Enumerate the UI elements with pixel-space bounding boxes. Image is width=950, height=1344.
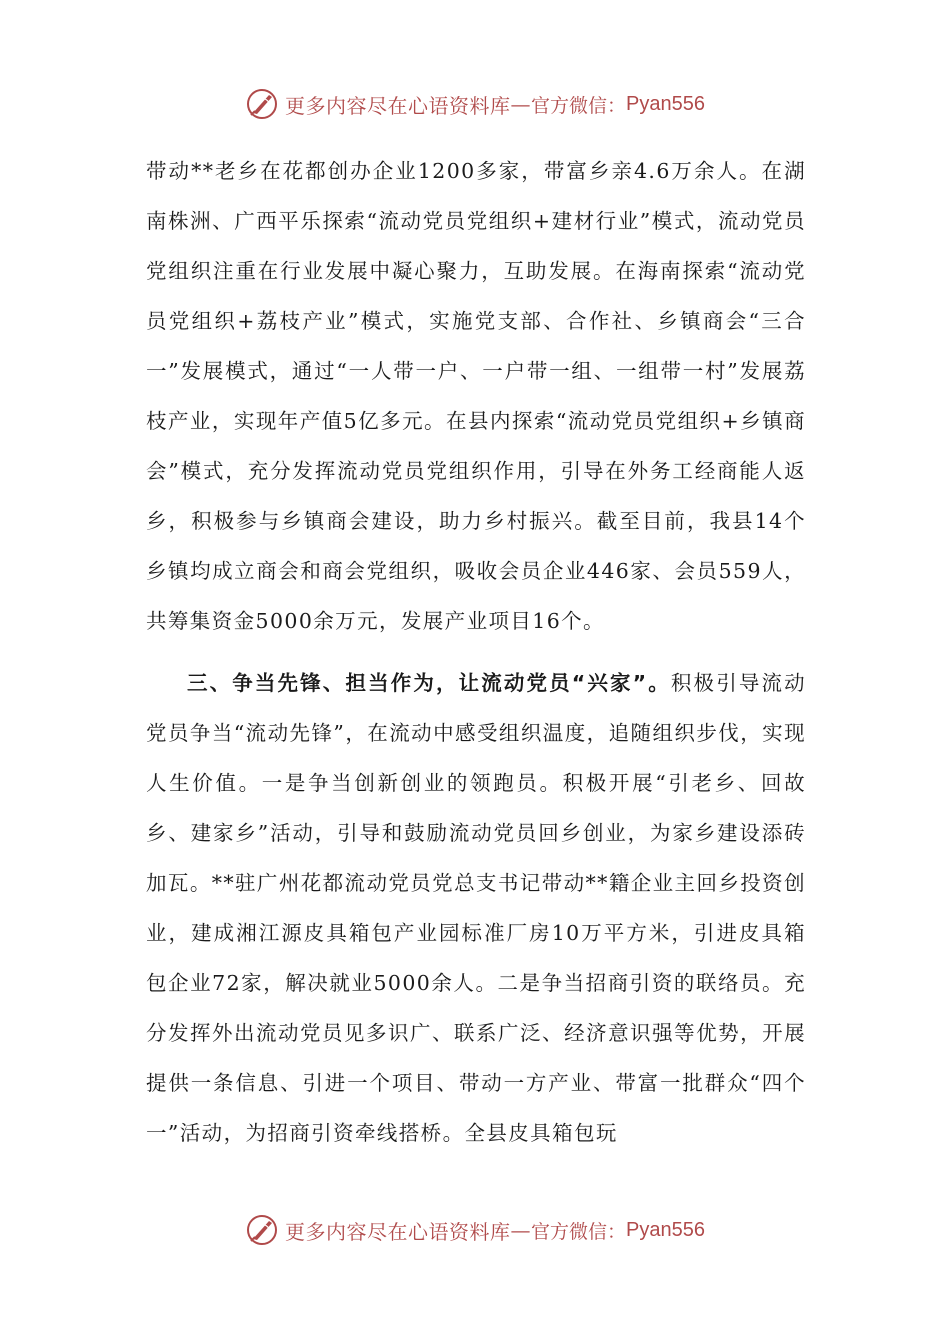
header-wechat-label: 官方微信： bbox=[531, 94, 627, 117]
document-body bbox=[146, 146, 806, 1158]
quill-logo-icon bbox=[245, 87, 279, 121]
quill-logo-icon bbox=[245, 1213, 279, 1247]
body-paragraph-2-text: 积极引导流动党员争当“流动先锋”，在流动中感受组织温度，追随组织步伐，实现人生价值。一是争当创新创业的领跑员。积极开展“引老乡、回故乡、建家乡”活动，引导和鼓励流动党员回乡创业，为家乡建设添砖加瓦。**驻广州花都流动党员党总支书记带动**籍企业主回乡投资创业，建成湘江源皮具箱包产业园标准厂房10万平方米，引进皮具箱包企业72家，解决就业5000余人。二是争当招商引资的联络员。充分发挥外出流动党员见多识广、联系广泛、经济意识强等优势，开展提供一条信息、引进一个项目、带动一方产业、带富一批群众“四个一”活动，为招商引资牵线搭桥。全县皮具箱包玩 bbox=[146, 671, 806, 1145]
footer-wechat-id: Pyan556 bbox=[626, 1218, 705, 1241]
header-site-text: 更多内容尽在心语资料库 bbox=[285, 93, 511, 118]
footer-site-text: 更多内容尽在心语资料库 bbox=[285, 1219, 511, 1244]
footer-dash: — bbox=[510, 1218, 531, 1242]
header-wechat-id: Pyan556 bbox=[626, 92, 705, 115]
body-paragraph-1: 带动**老乡在花都创办企业1200多家，带富乡亲4.6万余人。在湖南株洲、广西平乐探索“流动党员党组织+建材行业”模式，流动党员党组织注重在行业发展中凝心聚力，互助发展。在海南探索“流动党员党组织+荔枝产业”模式，实施党支部、合作社、乡镇商会“三合一”发展模式，通过“一人带一户、一户带一组、一组带一村”发展荔枝产业，实现年产值5亿多元。在县内探索“流动党员党组织+乡镇商会”模式，充分发挥流动党员党组织作用，引导在外务工经商能人返乡，积极参与乡镇商会建设，助力乡村振兴。截至目前，我县14个乡镇均成立商会和商会党组织，吸收会员企业446家、会员559人，共筹集资金5000余万元，发展产业项目16个。 bbox=[146, 159, 806, 633]
section-heading: 三、争当先锋、担当作为，让流动党员“兴家”。 bbox=[187, 671, 671, 695]
footer-watermark bbox=[0, 1210, 950, 1250]
footer-wechat-label: 官方微信： bbox=[531, 1220, 627, 1243]
header-dash: — bbox=[510, 92, 531, 116]
body-paragraph-2 bbox=[146, 658, 806, 1158]
header-watermark bbox=[0, 84, 950, 124]
